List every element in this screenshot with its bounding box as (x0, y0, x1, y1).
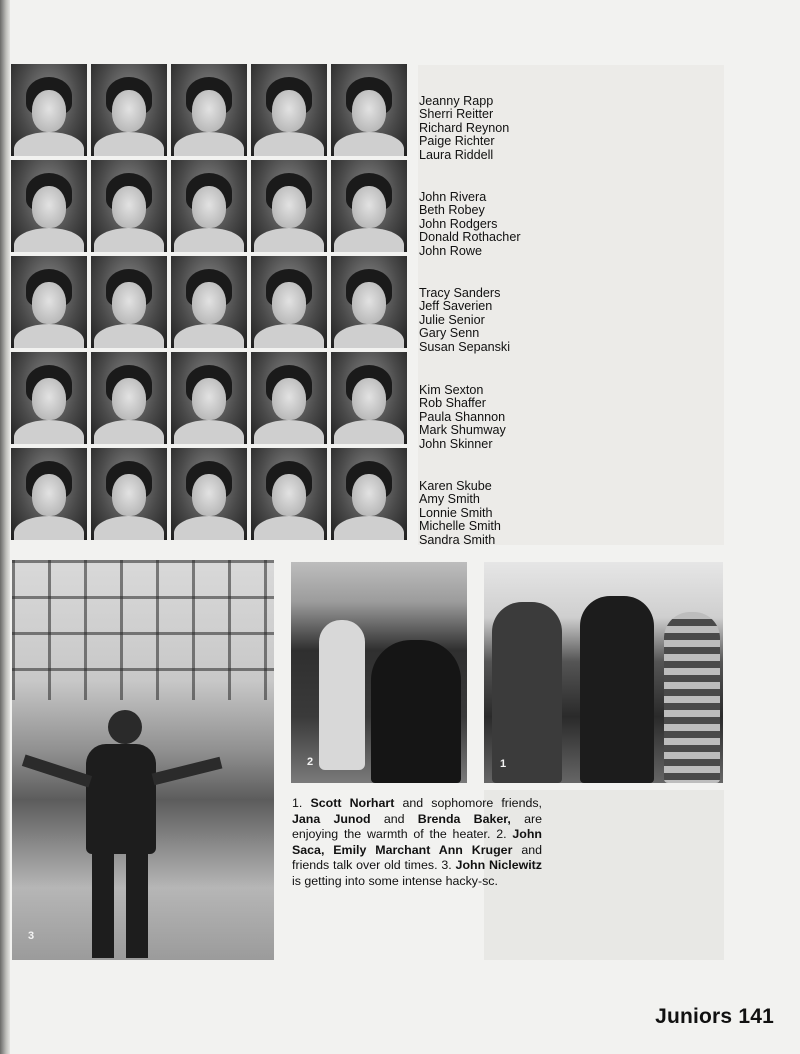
student-name: Lonnie Smith (419, 505, 493, 520)
portrait-grid (11, 64, 407, 540)
caption-text: and friends talk over old times. (292, 842, 542, 872)
photo-caption (292, 796, 542, 889)
figure-body (86, 744, 156, 854)
window-panes (12, 560, 274, 700)
portrait-photo (171, 256, 247, 348)
student-name: John Rivera (419, 190, 487, 204)
portrait-photo (331, 160, 407, 252)
student-name: John Rodgers (419, 216, 498, 231)
portrait-photo (251, 64, 327, 156)
portrait-photo (251, 160, 327, 252)
page-binding-edge (0, 0, 10, 1054)
figure-head (108, 710, 142, 744)
portrait-photo (11, 160, 87, 252)
candid-photo-hacky-sack (12, 560, 274, 960)
student-name: Susan Sepanski (419, 339, 511, 354)
portrait-photo (11, 448, 87, 540)
student-name: Jeanny Rapp (419, 94, 494, 108)
student-name: Donald Rothacher (419, 230, 521, 245)
candid-photo-conversation (291, 562, 467, 783)
name-list-row-2 (419, 191, 521, 258)
caption-name: John Saca, Emily Marchant Ann Kruger (292, 827, 543, 857)
student-name: Mark Shumway (419, 423, 506, 438)
student-name: Laura Riddell (419, 147, 494, 162)
figure-sweater (580, 596, 654, 783)
page-folio (655, 1005, 774, 1029)
portrait-photo (11, 256, 87, 348)
portrait-photo (11, 64, 87, 156)
portrait-photo (91, 448, 167, 540)
name-list-row-1 (419, 95, 509, 162)
page-number: 141 (738, 1005, 774, 1028)
portrait-photo (91, 160, 167, 252)
student-name: Tracy Sanders (419, 286, 501, 300)
section-title: Juniors (655, 1005, 733, 1028)
portrait-photo (331, 64, 407, 156)
student-name: Amy Smith (419, 492, 480, 507)
portrait-photo (331, 256, 407, 348)
portrait-photo (171, 352, 247, 444)
portrait-photo (251, 352, 327, 444)
student-name: John Rowe (419, 243, 483, 258)
student-name: Karen Skube (419, 479, 492, 493)
figure-seated-dark (371, 640, 461, 783)
figure-arm-right (152, 757, 223, 786)
portrait-photo (331, 352, 407, 444)
student-name: Jeff Saverien (419, 299, 493, 314)
portrait-photo (91, 256, 167, 348)
caption-name: Brenda Baker, (417, 811, 511, 826)
student-name: Sherri Reitter (419, 107, 494, 122)
student-name: Beth Robey (419, 203, 485, 218)
photo-number: 2 (307, 756, 314, 768)
figure-arm-left (22, 754, 92, 787)
portrait-photo (171, 160, 247, 252)
portrait-photo (171, 64, 247, 156)
figure-seated-light (319, 620, 365, 770)
portrait-photo (251, 256, 327, 348)
caption-name: Scott Norhart (310, 796, 395, 810)
student-name: Paige Richter (419, 134, 495, 149)
student-name: Gary Senn (419, 326, 480, 341)
caption-text: and (370, 811, 418, 826)
student-name: Rob Shaffer (419, 396, 486, 411)
portrait-photo (251, 448, 327, 540)
name-list-row-4 (419, 384, 506, 451)
figure-plaid (492, 602, 562, 783)
candid-photo-heater (484, 562, 723, 783)
photo-number: 3 (28, 930, 35, 942)
portrait-photo (171, 448, 247, 540)
student-name: Paula Shannon (419, 409, 506, 424)
caption-name: Jana Junod (292, 811, 371, 826)
caption-name: John Niclewitz (455, 858, 542, 872)
student-name: Kim Sexton (419, 383, 484, 397)
portrait-photo (331, 448, 407, 540)
figure-leg-right (126, 850, 148, 958)
caption-number: 3. (441, 858, 452, 872)
student-name: John Skinner (419, 436, 493, 451)
student-name: Sandra Smith (419, 532, 496, 547)
figure-leg-left (92, 850, 114, 958)
student-name: Richard Reynon (419, 120, 510, 135)
caption-text: and sophomore friends, (394, 796, 542, 810)
caption-number: 1. (292, 796, 303, 810)
caption-text: are enjoying the warmth of the heater. (292, 811, 542, 841)
portrait-photo (91, 352, 167, 444)
student-name: Julie Senior (419, 312, 485, 327)
name-list-row-5 (419, 480, 501, 547)
student-name: Michelle Smith (419, 519, 501, 534)
photo-number: 1 (500, 758, 507, 770)
portrait-photo (91, 64, 167, 156)
figure-striped (664, 612, 720, 783)
caption-number: 2. (496, 827, 507, 841)
name-list-row-3 (419, 287, 510, 354)
caption-text: is getting into some intense hacky-sc. (292, 873, 498, 888)
portrait-photo (11, 352, 87, 444)
